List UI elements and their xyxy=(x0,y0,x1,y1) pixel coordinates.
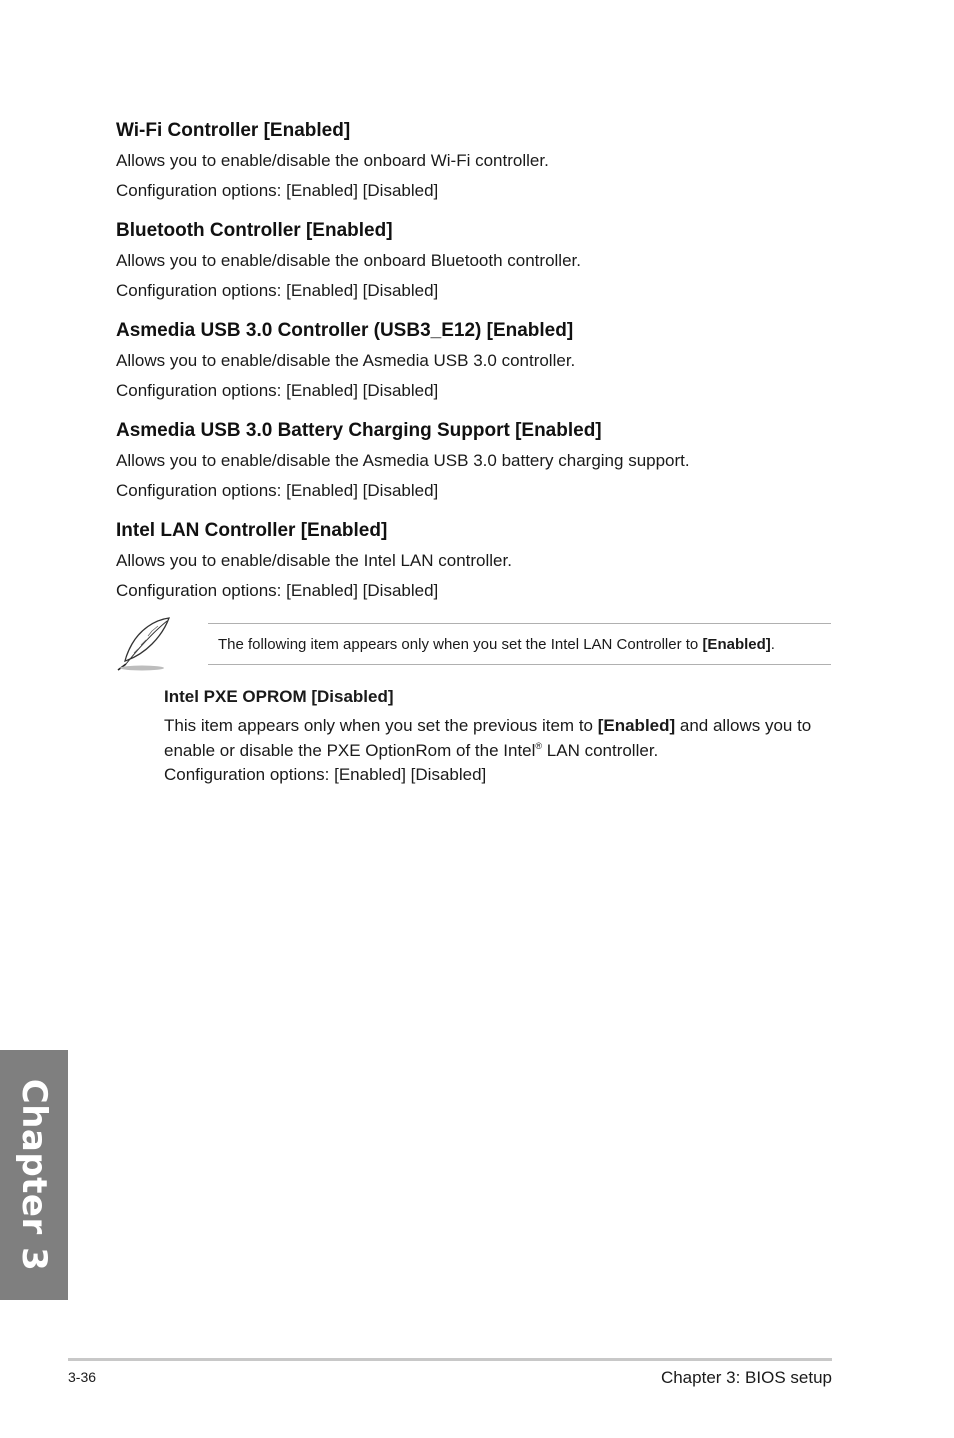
setting-intel-pxe-oprom xyxy=(164,686,832,788)
setting-title: Wi-Fi Controller [Enabled] xyxy=(116,120,351,141)
note-text xyxy=(218,636,775,654)
subsetting-bold: [Enabled] xyxy=(597,716,676,735)
setting-options: Configuration options: [Enabled] [Disabled] xyxy=(116,581,439,600)
setting-title: Intel LAN Controller [Enabled] xyxy=(116,520,388,541)
chapter-side-label: Chapter 3 xyxy=(14,1078,54,1272)
footer-divider xyxy=(68,1358,832,1361)
page-number: 3-36 xyxy=(68,1369,97,1385)
setting-description: Allows you to enable/disable the Asmedia USB 3.0 battery charging support. xyxy=(116,451,690,470)
feather-pen-icon xyxy=(112,614,174,672)
setting-title: Bluetooth Controller [Enabled] xyxy=(116,220,393,241)
setting-description: Allows you to enable/disable the Asmedia USB 3.0 controller. xyxy=(116,351,576,370)
note-text-body: The following item appears only when you set the Intel LAN Controller to xyxy=(218,636,703,653)
setting-options: Configuration options: [Enabled] [Disabled] xyxy=(116,281,439,300)
setting-title: Asmedia USB 3.0 Controller (USB3_E12) [Enabled] xyxy=(116,320,574,341)
subsetting-description xyxy=(164,714,832,763)
setting-wifi-controller xyxy=(116,120,832,201)
chapter-side-tab xyxy=(0,1050,68,1300)
note-text-end: . xyxy=(770,636,775,653)
setting-options: Configuration options: [Enabled] [Disabled] xyxy=(116,181,439,200)
subsetting-title: Intel PXE OPROM [Disabled] xyxy=(164,687,394,706)
footer-chapter-title: Chapter 3: BIOS setup xyxy=(660,1368,832,1387)
setting-asmedia-battery-charging xyxy=(116,420,832,501)
setting-description: Allows you to enable/disable the onboard Wi-Fi controller. xyxy=(116,151,549,170)
note-text-bold: [Enabled] xyxy=(702,636,771,653)
setting-bluetooth-controller xyxy=(116,220,832,301)
subsetting-text: This item appears only when you set the previous item to xyxy=(164,716,598,735)
setting-intel-lan-controller xyxy=(116,520,832,601)
setting-description: Allows you to enable/disable the Intel LAN controller. xyxy=(116,551,512,570)
setting-description: Allows you to enable/disable the onboard Bluetooth controller. xyxy=(116,251,581,270)
registered-mark: ® xyxy=(535,740,543,751)
setting-title: Asmedia USB 3.0 Battery Charging Support [Enabled] xyxy=(116,420,602,441)
setting-asmedia-usb-controller xyxy=(116,320,832,401)
subsetting-options: Configuration options: [Enabled] [Disabled] xyxy=(164,765,487,784)
subsetting-text-2: and allows you to enable or disable the PXE OptionRom of the Intel xyxy=(164,716,812,760)
setting-options: Configuration options: [Enabled] [Disabled] xyxy=(116,381,439,400)
subsetting-text-3: LAN controller. xyxy=(542,740,659,760)
note-box xyxy=(208,623,831,665)
setting-options: Configuration options: [Enabled] [Disabled] xyxy=(116,481,439,500)
